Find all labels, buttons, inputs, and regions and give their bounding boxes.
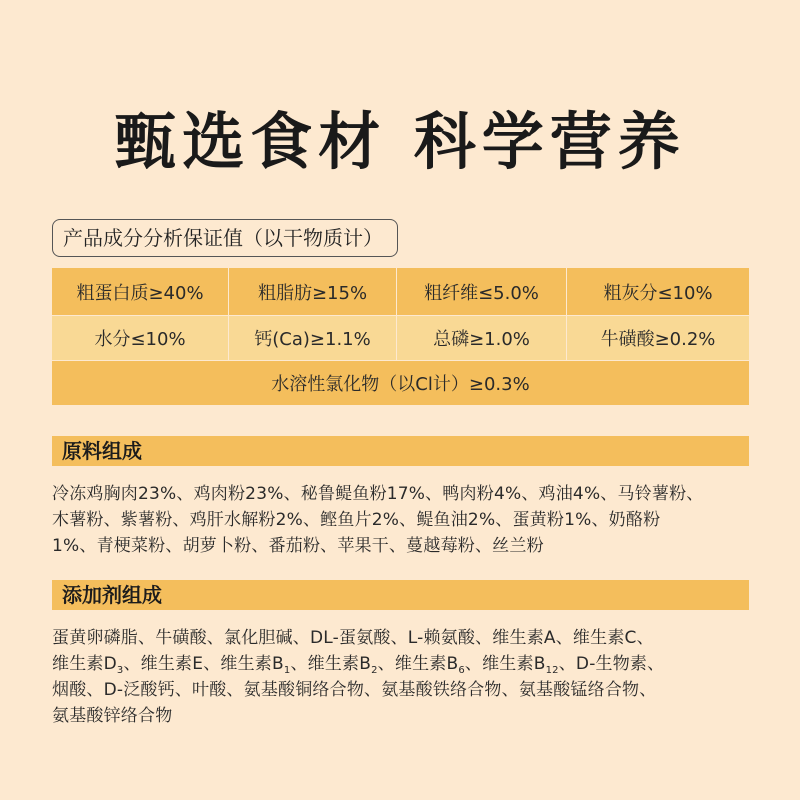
nutrient-cell: 钙(Ca)≥1.1% bbox=[229, 315, 397, 360]
analysis-label: 产品成分分析保证值（以干物质计） bbox=[52, 219, 398, 257]
additives-line: 维生素$D_3$、维生素E、维生素$B_1$、维生素$B_2$、维生素$B_6$、维生素$B_{12}$、D-生物素、 bbox=[52, 654, 665, 676]
ingredients-text bbox=[52, 481, 762, 559]
page-title: 甄选食材 科学营养 bbox=[114, 105, 686, 178]
additives-line: 蛋黄卵磷脂、牛磺酸、氯化胆碱、DL-蛋氨酸、L-赖氨酸、维生素A、维生素C、 bbox=[52, 628, 654, 648]
nutrient-table bbox=[52, 268, 749, 405]
nutrient-cell: 粗纤维≤5.0% bbox=[397, 268, 567, 315]
ingredients-heading: 原料组成 bbox=[52, 436, 749, 466]
nutrient-cell: 水分≤10% bbox=[52, 315, 229, 360]
nutrient-cell: 粗灰分≤10% bbox=[567, 268, 749, 315]
additives-heading: 添加剂组成 bbox=[52, 580, 749, 610]
nutrient-cell: 粗脂肪≥15% bbox=[229, 268, 397, 315]
ingredients-line: 冷冻鸡胸肉23%、鸡肉粉23%、秘鲁鳀鱼粉17%、鸭肉粉4%、鸡油4%、马铃薯粉、 bbox=[52, 484, 704, 504]
nutrient-cell-chloride: 水溶性氯化物（以Cl计）≥0.3% bbox=[52, 360, 749, 405]
nutrient-cell: 总磷≥1.0% bbox=[397, 315, 567, 360]
nutrient-cell: 牛磺酸≥0.2% bbox=[567, 315, 749, 360]
additives-text bbox=[52, 625, 762, 729]
nutrient-cell: 粗蛋白质≥40% bbox=[52, 268, 229, 315]
additives-line: 氨基酸锌络合物 bbox=[52, 706, 173, 726]
additives-line: 烟酸、D-泛酸钙、叶酸、氨基酸铜络合物、氨基酸铁络合物、氨基酸锰络合物、 bbox=[52, 680, 657, 700]
ingredients-line: 1%、青梗菜粉、胡萝卜粉、番茄粉、苹果干、蔓越莓粉、丝兰粉 bbox=[52, 536, 544, 556]
ingredients-line: 木薯粉、紫薯粉、鸡肝水解粉2%、鲣鱼片2%、鳀鱼油2%、蛋黄粉1%、奶酪粉 bbox=[52, 510, 661, 530]
